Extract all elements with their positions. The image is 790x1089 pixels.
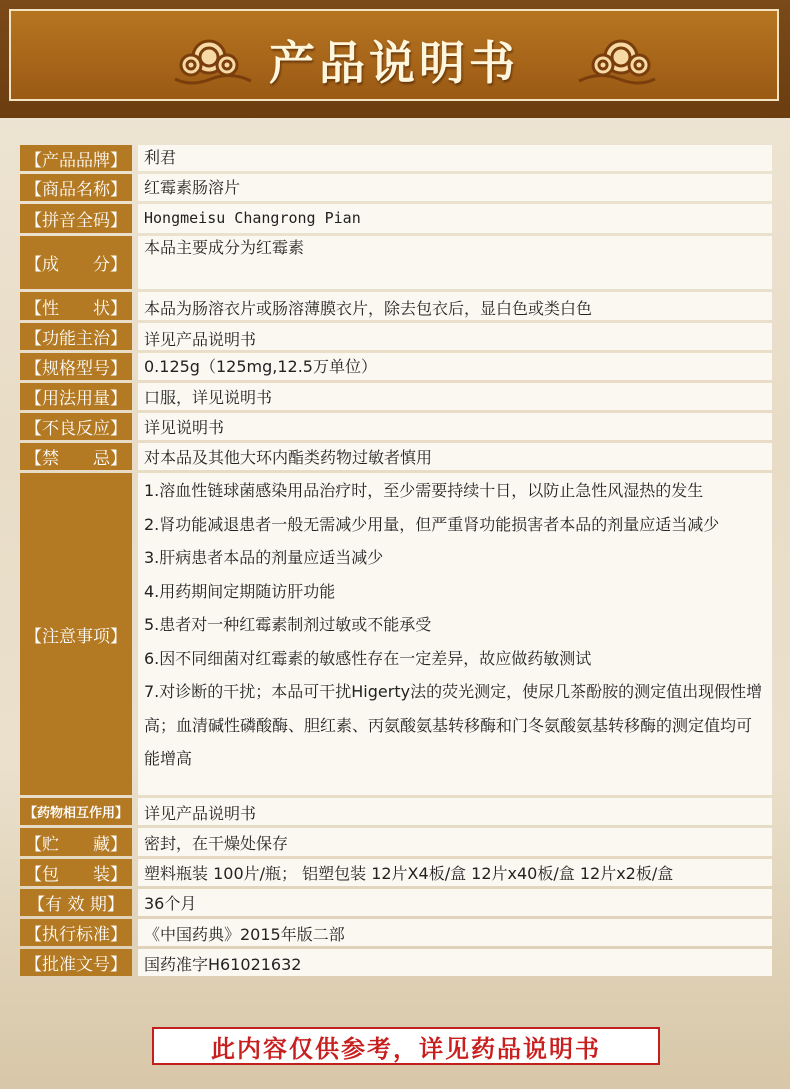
spec-label: 【贮 藏】 — [20, 828, 132, 856]
spec-label: 【商品名称】 — [20, 174, 132, 201]
header-panel — [9, 9, 779, 101]
spec-row-approval — [20, 949, 772, 976]
spec-row-indications — [20, 323, 772, 350]
list-item: 3.肝病患者本品的剂量应适当减少 — [144, 548, 384, 567]
spec-table — [20, 145, 772, 979]
spec-value: 塑料瓶装 100片/瓶； 铝塑包装 12片X4板/盒 12片x40板/盒 12片x2板/盒 — [138, 859, 772, 886]
spec-label: 【包 装】 — [20, 859, 132, 886]
spec-value: 口服，详见说明书 — [138, 383, 772, 410]
spec-row-packaging — [20, 859, 772, 886]
spec-value: 详见说明书 — [138, 413, 772, 440]
page-title: 产品说明书 — [269, 36, 519, 90]
spec-row-storage — [20, 828, 772, 856]
spec-value: 详见产品说明书 — [138, 323, 772, 350]
spec-row-precautions — [20, 473, 772, 795]
spec-label: 【注意事项】 — [20, 473, 132, 795]
spec-label: 【性 状】 — [20, 292, 132, 320]
spec-row-brand — [20, 145, 772, 171]
spec-value: 本品主要成分为红霉素 — [138, 236, 772, 289]
spec-value: Hongmeisu Changrong Pian — [138, 204, 772, 233]
spec-value: 密封，在干燥处保存 — [138, 828, 772, 856]
list-item: 2.肾功能减退患者一般无需减少用量，但严重肾功能损害者本品的剂量应适当减少 — [144, 514, 720, 534]
spec-row-dosage — [20, 383, 772, 410]
spec-row-ingredients — [20, 236, 772, 289]
spec-value: 《中国药典》2015年版二部 — [138, 919, 772, 946]
spec-value: 详见产品说明书 — [138, 798, 772, 825]
disclaimer-banner: 此内容仅供参考，详见药品说明书 — [152, 1027, 660, 1065]
spec-row-expiry — [20, 889, 772, 916]
spec-row-pinyin — [20, 204, 772, 233]
spec-value: 0.125g（125mg,12.5万单位） — [138, 353, 772, 380]
spec-label: 【执行标准】 — [20, 919, 132, 946]
list-item: 4.用药期间定期随访肝功能 — [144, 581, 336, 601]
spec-label: 【功能主治】 — [20, 323, 132, 350]
spec-label: 【有 效 期】 — [20, 889, 132, 916]
spec-value: 红霉素肠溶片 — [138, 174, 772, 201]
spec-row-standard — [20, 919, 772, 946]
list-item: 7.对诊断的干扰；本品可干扰Higerty法的荧光测定，使尿几茶酚胺的测定值出现假性增高；血清碱性磷酸酶、胆红素、丙氨酸氨基转移酶和门冬氨酸氨基转移酶的测定值均可能增高 — [144, 682, 763, 768]
spec-label: 【产品品牌】 — [20, 145, 132, 171]
spec-label: 【药物相互作用】 — [20, 798, 132, 825]
list-item: 5.患者对一种红霉素制剂过敏或不能承受 — [144, 615, 432, 634]
header-banner — [0, 0, 790, 118]
list-item: 6.因不同细菌对红霉素的敏感性存在一定差异，故应做药敏测试 — [144, 648, 592, 668]
spec-value: 36个月 — [138, 889, 772, 916]
spec-value: 本品为肠溶衣片或肠溶薄膜衣片，除去包衣后，显白色或类白色 — [138, 292, 772, 320]
spec-row-spec — [20, 353, 772, 380]
spec-label: 【成 分】 — [20, 236, 132, 289]
spec-row-name — [20, 174, 772, 201]
spec-label: 【批准文号】 — [20, 949, 132, 976]
spec-row-adverse — [20, 413, 772, 440]
list-item: 1.溶血性链球菌感染用品治疗时，至少需要持续十日，以防止急性风湿热的发生 — [144, 481, 704, 500]
spec-value: 利君 — [138, 145, 772, 171]
spec-row-appearance — [20, 292, 772, 320]
spec-label: 【禁 忌】 — [20, 443, 132, 470]
spec-label: 【拼音全码】 — [20, 204, 132, 233]
spec-value: 国药准字H61021632 — [138, 949, 772, 976]
spec-row-contraindications — [20, 443, 772, 470]
spec-label: 【用法用量】 — [20, 383, 132, 410]
spec-row-interactions — [20, 798, 772, 825]
spec-value: 对本品及其他大环内酯类药物过敏者慎用 — [138, 443, 772, 470]
precautions-list — [138, 473, 772, 795]
spec-label: 【不良反应】 — [20, 413, 132, 440]
cloud-ornament-icon — [575, 29, 659, 89]
spec-label: 【规格型号】 — [20, 353, 132, 380]
